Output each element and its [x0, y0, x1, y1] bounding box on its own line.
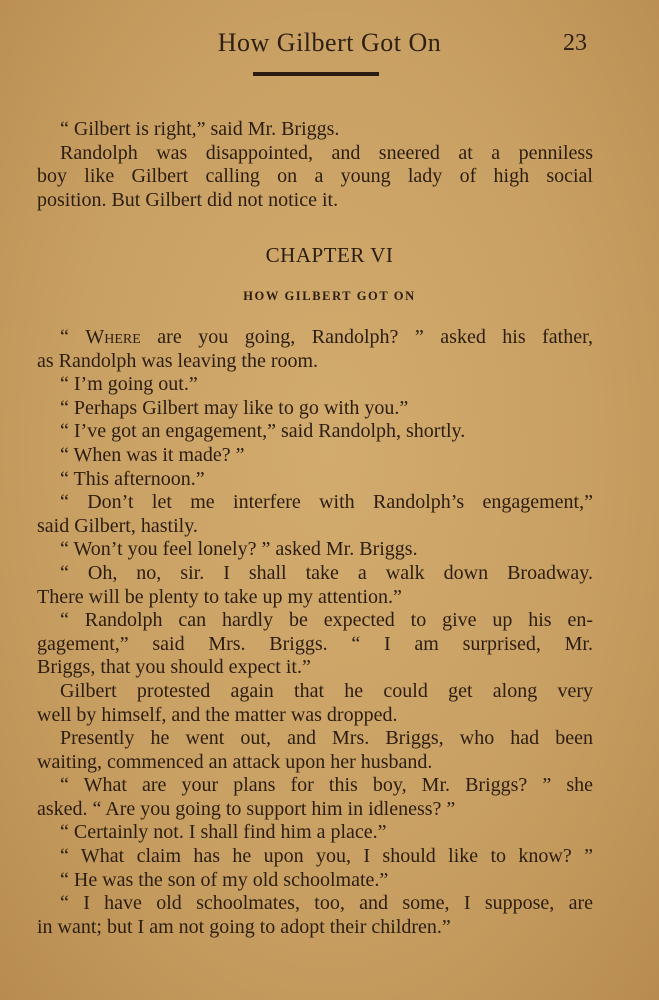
text-line: Gilbert protested again that he could get along very [60, 679, 593, 702]
text-line: “ When was it made? ” [60, 443, 245, 466]
chapter-heading: CHAPTER VI [265, 243, 394, 267]
text-line: in want; but I am not going to adopt their children.” [37, 915, 451, 938]
text-line: Randolph was disappointed, and sneered at a penniless [60, 141, 593, 164]
text-line: “ I’m going out.” [60, 373, 198, 396]
text-line: “ He was the son of my old schoolmate.” [60, 868, 389, 891]
running-header-title: How Gilbert Got On [217, 28, 442, 57]
text-line: said Gilbert, hastily. [37, 514, 198, 537]
page-number: 23 [563, 30, 587, 56]
text-line: “ Perhaps Gilbert may like to go with you.” [60, 396, 409, 419]
text-line: position. But Gilbert did not notice it. [37, 188, 339, 211]
text-line: “ Randolph can hardly be expected to give up his en- [60, 609, 593, 632]
text-line: “ Certainly not. I shall find him a place.” [60, 821, 387, 844]
top-text-block [37, 118, 593, 212]
small-caps-word: Where [85, 326, 141, 348]
text-line: “ Oh, no, sir. I shall take a walk down Broadway. [60, 561, 593, 584]
text-line: gagement,” said Mrs. Briggs. “ I am surprised, Mr. [37, 632, 593, 655]
text-line: Presently he went out, and Mrs. Briggs, who had been [60, 727, 593, 750]
text-line [37, 326, 593, 350]
text-line: boy like Gilbert calling on a young lady of high social [37, 165, 593, 188]
text-line: “ I have old schoolmates, too, and some, I suppose, are [60, 892, 593, 915]
text-line: Briggs, that you should expect it.” [37, 656, 311, 679]
text-line: as Randolph was leaving the room. [37, 349, 319, 372]
text-line: “ I’ve got an engagement,” said Randolph, shortly. [60, 420, 466, 443]
text-line: “ Don’t let me interfere with Randolph’s engagement,” [60, 491, 593, 514]
text-line: asked. “ Are you going to support him in idleness? ” [37, 797, 456, 820]
body-text-block [37, 326, 593, 939]
chapter-subtitle: HOW GILBERT GOT ON [243, 289, 416, 303]
text-line: “ What are your plans for this boy, Mr. Briggs? ” she [60, 774, 593, 797]
header-rule [253, 72, 379, 76]
line-prefix: “ [60, 326, 86, 348]
text-line: “ This afternoon.” [60, 467, 205, 490]
text-line: “ Won’t you feel lonely? ” asked Mr. Briggs. [60, 538, 418, 561]
text-line: waiting, commenced an attack upon her husband. [37, 750, 433, 773]
line-text: are you going, Randolph? ” asked his father, [140, 326, 593, 348]
text-line: “ Gilbert is right,” said Mr. Briggs. [60, 118, 340, 140]
text-line: There will be plenty to take up my attention.” [37, 585, 402, 608]
text-line: “ What claim has he upon you, I should like to know? ” [60, 845, 593, 868]
text-line: well by himself, and the matter was dropped. [37, 703, 398, 726]
